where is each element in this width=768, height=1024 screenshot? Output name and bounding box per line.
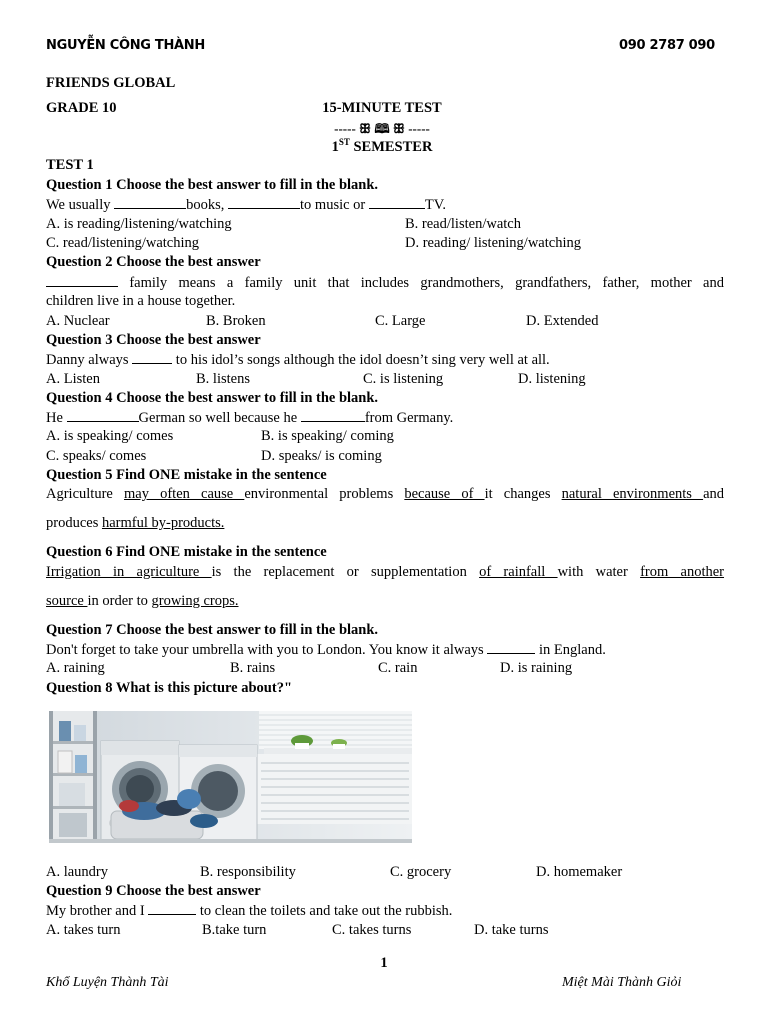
question-9-option-c: C. takes turns (332, 922, 412, 938)
question-7-option-d: D. is raining (500, 660, 573, 676)
question-8-title: Question 8 What is this picture about?" (46, 680, 292, 696)
question-4-option-c: C. speaks/ comes (46, 448, 147, 464)
ornament-divider: ----- ꕥ 🕮 ꕥ ----- (334, 121, 430, 136)
question-4-option-d: D. speaks/ is coming (261, 448, 382, 464)
question-9-title: Question 9 Choose the best answer (46, 883, 261, 899)
question-7-option-c: C. rain (378, 660, 418, 676)
question-4-title: Question 4 Choose the best answer to fill in the blank. (46, 390, 379, 406)
book-title: FRIENDS GLOBAL (46, 75, 176, 91)
question-1-title: Question 1 Choose the best answer to fill in the blank. (46, 177, 379, 193)
question-1-option-d: D. reading/ listening/watching (405, 235, 581, 251)
question-2-option-a: A. Nuclear (46, 313, 110, 329)
question-9-option-b: B.take turn (202, 922, 267, 938)
question-5-title: Question 5 Find ONE mistake in the sentence (46, 467, 327, 483)
author-name: NGUYỄN CÔNG THÀNH (46, 38, 205, 53)
footer-motto-right: Miệt Mài Thành Giỏi (562, 975, 682, 990)
phone-number: 090 2787 090 (619, 38, 715, 53)
test-name: TEST 1 (46, 157, 94, 173)
question-1-option-a: A. is reading/listening/watching (46, 216, 232, 232)
question-7-stem: Don't forget to take your umbrella with you to London. You know it always in England. (46, 642, 606, 658)
question-2-option-b: B. Broken (206, 313, 266, 329)
question-7-option-b: B. rains (230, 660, 276, 676)
question-2-option-c: C. Large (375, 313, 426, 329)
question-1-option-c: C. read/listening/watching (46, 235, 200, 251)
question-7-title: Question 7 Choose the best answer to fill in the blank. (46, 622, 379, 638)
question-6-sentence-line1: Irrigation in agriculture is the replacement or supplementation of rainfall with water from another (46, 564, 725, 580)
question-7-option-a: A. raining (46, 660, 105, 676)
semester-label: 1ST SEMESTER (331, 137, 433, 155)
question-3-option-a: A. Listen (46, 371, 100, 387)
question-1-stem: We usually books, to music or TV. (46, 197, 446, 213)
question-8-option-b: B. responsibility (200, 864, 296, 880)
question-8-option-a: A. laundry (46, 864, 109, 880)
question-2-stem-line1: family means a family unit that includes grandmothers, grandfathers, father, mother and (46, 274, 724, 292)
question-5-sentence-line2: produces harmful by-products. (46, 515, 225, 531)
question-5-sentence-line1: Agriculture may often cause environmental problems because of it changes natural environments and (46, 486, 725, 502)
question-9-option-d: D. take turns (474, 922, 549, 938)
question-6-title: Question 6 Find ONE mistake in the sentence (46, 544, 327, 560)
question-2-title: Question 2 Choose the best answer (46, 254, 261, 270)
question-9-stem: My brother and I to clean the toilets and take out the rubbish. (46, 903, 453, 919)
question-9-option-a: A. takes turn (46, 922, 121, 938)
page-number: 1 (380, 955, 388, 971)
question-4-stem: He German so well because he from Germany. (46, 410, 454, 426)
question-2-option-d: D. Extended (526, 313, 599, 329)
question-3-option-c: C. is listening (363, 371, 444, 387)
question-1-option-b: B. read/listen/watch (405, 216, 521, 232)
footer-motto-left: Khổ Luyện Thành Tài (46, 975, 169, 990)
question-4-option-a: A. is speaking/ comes (46, 428, 174, 444)
laundry-room-photo (49, 711, 412, 843)
question-4-option-b: B. is speaking/ coming (261, 428, 394, 444)
question-3-option-b: B. listens (196, 371, 250, 387)
question-3-option-d: D. listening (518, 371, 586, 387)
grade-label: GRADE 10 (46, 100, 117, 116)
question-3-stem: Danny always to his idol’s songs although the idol doesn’t sing very well at all. (46, 352, 550, 368)
test-type: 15-MINUTE TEST (322, 100, 442, 116)
question-8-option-c: C. grocery (390, 864, 452, 880)
question-8-option-d: D. homemaker (536, 864, 623, 880)
question-3-title: Question 3 Choose the best answer (46, 332, 261, 348)
question-2-stem-line2: children live in a house together. (46, 293, 236, 309)
question-6-sentence-line2: source in order to growing crops. (46, 593, 239, 609)
